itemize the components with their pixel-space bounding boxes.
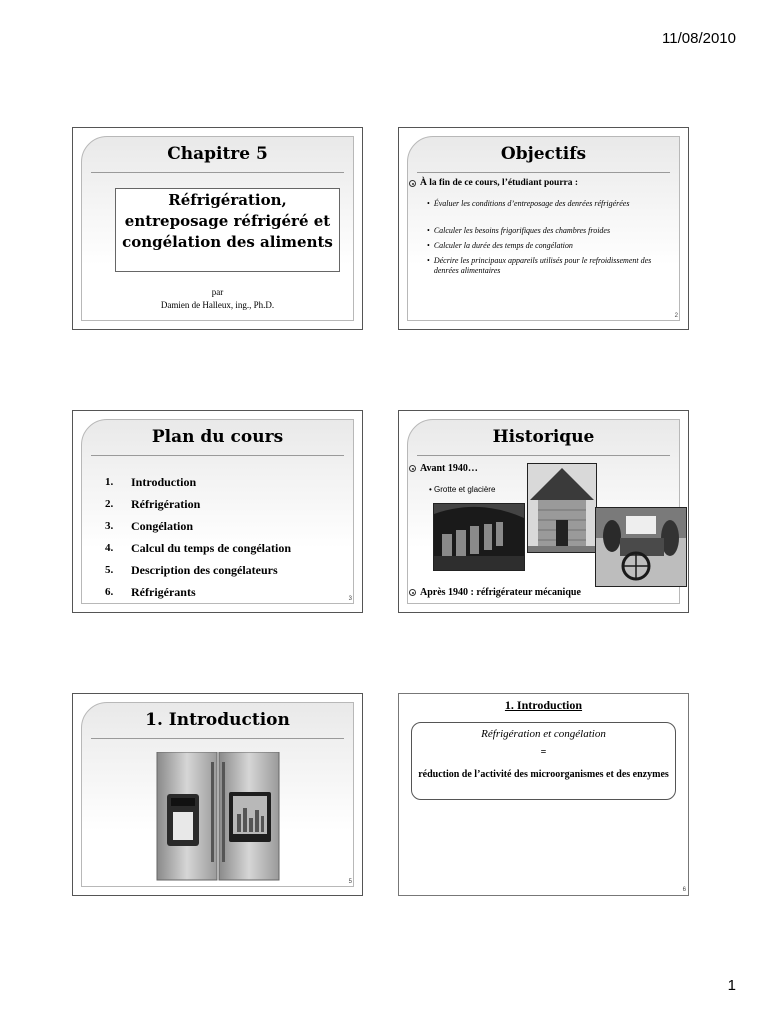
list-item: • Évaluer les conditions d’entreposage des denrées réfrigérées (427, 199, 630, 208)
list-item: 3. Congélation (105, 518, 194, 533)
slide-course-plan (72, 410, 363, 613)
slide-introduction-fridge (72, 693, 363, 896)
cave-photo (433, 503, 525, 571)
list-item: 2. Réfrigération (105, 496, 201, 511)
definition-text: réduction de l’activité des microorganismes et des enzymes (418, 769, 669, 780)
slide-number: 5 (348, 879, 352, 885)
icehouse-photo (527, 463, 597, 553)
list-item: • Calculer la durée des temps de congélation (427, 241, 573, 250)
author-name: Damien de Halleux, ing., Ph.D. (160, 300, 275, 310)
slide-history (398, 410, 689, 613)
slide-number: 6 (682, 887, 686, 893)
before-1940-sub: • Grotte et glacière (429, 485, 496, 494)
slide-number: 2 (674, 313, 678, 319)
circle-bullet-icon (409, 589, 416, 596)
slide-title: Chapitre 5 (167, 144, 268, 164)
after-1940-bullet: Après 1940 : réfrigérateur mécanique (409, 587, 676, 598)
slide-title: 1. Introduction (145, 710, 290, 730)
slide-title: Objectifs (500, 144, 587, 164)
slide-introduction-definition (398, 693, 689, 896)
equals-sign: = (540, 747, 547, 758)
slide-chapter-title (72, 127, 363, 330)
by-label: par (211, 287, 224, 297)
ice-cart-photo (595, 507, 687, 587)
refrigerator-photo (153, 752, 283, 882)
definition-box (411, 722, 676, 800)
list-item: • Calculer les besoins frigorifiques des chambres froides (427, 226, 611, 235)
list-item: 4. Calcul du temps de congélation (105, 540, 292, 555)
definition-subject: Réfrigération et congélation (481, 728, 606, 740)
page-date: 11/08/2010 (662, 30, 736, 47)
list-item: • Décrire les principaux appareils utilisés pour le refroidissement des denrées alimentaires (427, 256, 652, 275)
list-item: 6. Réfrigérants (105, 584, 196, 599)
chapter-subject-box: Réfrigération, entreposage réfrigéré et congélation des aliments (115, 188, 340, 272)
circle-bullet-icon (409, 465, 416, 472)
list-item: 1. Introduction (105, 474, 197, 489)
plan-list (105, 471, 348, 603)
before-1940-bullet: Avant 1940… (409, 463, 676, 474)
circle-bullet-icon (409, 180, 416, 187)
list-item: 5. Description des congélateurs (105, 562, 278, 577)
slide-title: Plan du cours (151, 427, 284, 447)
page-number: 1 (727, 977, 736, 994)
slide-objectives (398, 127, 689, 330)
slide-title: 1. Introduction (504, 698, 583, 712)
slide-title: Historique (492, 427, 595, 447)
objectives-intro: À la fin de ce cours, l’étudiant pourra : (409, 178, 676, 188)
slide-number: 3 (348, 596, 352, 602)
